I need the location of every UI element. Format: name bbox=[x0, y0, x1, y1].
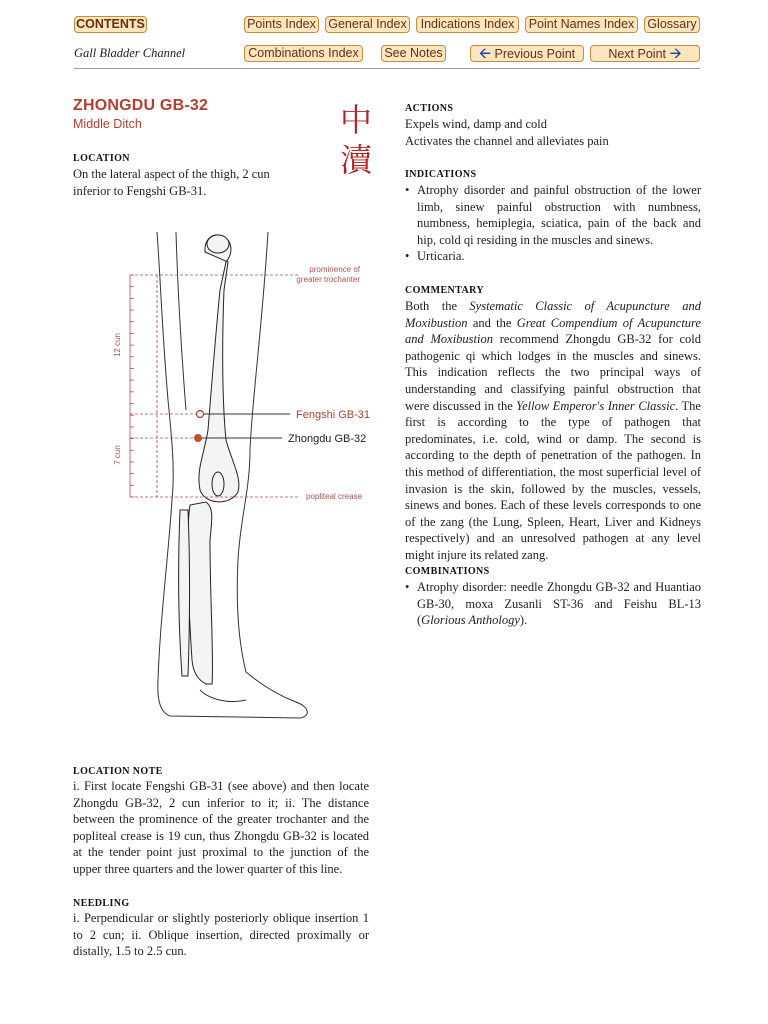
cun7-label: 7 cun bbox=[113, 445, 122, 465]
previous-point-label: Previous Point bbox=[494, 47, 576, 61]
location-text: On the lateral aspect of the thigh, 2 cun inferior to Fengshi GB-31. bbox=[73, 167, 270, 198]
indications-list bbox=[405, 182, 701, 265]
book-title: Yellow Emperor's Inner Classic bbox=[516, 398, 676, 413]
trochanter-label-1: prominence of bbox=[309, 265, 360, 274]
next-point-button[interactable] bbox=[590, 45, 700, 62]
popliteal-label: popliteal crease bbox=[306, 492, 363, 501]
point-title: ZHONGDU GB-32 bbox=[73, 97, 209, 114]
point-subtitle: Middle Ditch bbox=[73, 117, 142, 131]
combination-item: • Atrophy disorder: needle Zhongdu GB-32 and Huantiao GB-30, moxa Zusanli ST-36 and Feishu BL-13 (Glorious Anthology). bbox=[405, 579, 701, 629]
general-index-button[interactable]: General Index bbox=[325, 16, 410, 33]
trochanter-label-2: greater trochanter bbox=[296, 275, 360, 284]
book-title: Systematic Classic of Acupuncture and Moxibustion bbox=[405, 299, 701, 330]
previous-point-button[interactable] bbox=[470, 45, 584, 62]
ankle-contour bbox=[200, 690, 246, 702]
fibula bbox=[179, 510, 190, 676]
needling-text: i. Perpendicular or slightly posteriorly oblique insertion 1 to 2 cun; ii. Oblique insertion, directed proximally or distally, 1.5 to 2.5 cun. bbox=[73, 911, 369, 959]
action-item: Expels wind, damp and cold bbox=[405, 117, 547, 131]
source-title: Glorious Anthology bbox=[421, 613, 520, 628]
location-note-heading: LOCATION NOTE bbox=[73, 766, 163, 777]
commentary-text: Both the Systematic Classic of Acupuncture and Moxibustion and the Great Compendium of Acupuncture and Moxibustion recommend Zhongdu GB-32 for cold pathogenic qi which lodges in the muscles and sinews. This indication reflects the two principal ways of understanding and classifying painful obstruction that were discussed in the Yellow Emperor's Inner Classic. The first is according to the type of pathogen that predominates, i.e. cold, wind or damp. The second is according to the depth of penetration of the pathogen. In this method of differentiation, the most superficial level of invasion is the skin, followed by the muscles, vessels, sinews and bones. Each of these levels corresponds to one of the zang (the Lung, Spleen, Heart, Liver and Kidneys respectively) and an unresolved pathogen at any level might injure its related zang. bbox=[405, 299, 701, 562]
location-heading: LOCATION bbox=[73, 153, 130, 164]
combinations-list bbox=[405, 579, 701, 629]
combinations-heading: COMBINATIONS bbox=[405, 566, 490, 577]
indications-index-button[interactable]: Indications Index bbox=[416, 16, 519, 33]
chinese-char-1: 中 bbox=[339, 102, 372, 138]
tibia bbox=[188, 502, 213, 684]
arrow-left-icon: 🡨 bbox=[478, 45, 492, 62]
chinese-characters bbox=[338, 100, 374, 180]
actions-heading: ACTIONS bbox=[405, 103, 454, 114]
indication-item: • Urticaria. bbox=[405, 248, 701, 265]
indications-heading: INDICATIONS bbox=[405, 169, 477, 180]
see-notes-button[interactable]: See Notes bbox=[381, 45, 446, 62]
next-point-label: Next Point bbox=[608, 47, 666, 61]
fengshi-point bbox=[197, 411, 204, 418]
indication-item: • Atrophy disorder and painful obstruction of the lower limb, sinew painful obstruction with numbness, numbness, hemiplegia, sciatica, pain of the back and hip, cold qi residing in the muscles and sinews. bbox=[405, 182, 701, 248]
zhongdu-label: Zhongdu GB-32 bbox=[288, 433, 367, 445]
leg-illustration bbox=[100, 222, 380, 727]
glossary-button[interactable]: Glossary bbox=[644, 16, 700, 33]
needling-heading: NEEDLING bbox=[73, 898, 130, 909]
patella bbox=[212, 472, 224, 496]
fengshi-label: Fengshi GB-31 bbox=[296, 409, 370, 421]
points-index-button[interactable]: Points Index bbox=[244, 16, 319, 33]
action-item: Activates the channel and alleviates pain bbox=[405, 133, 609, 148]
chinese-char-2: 瀆 bbox=[339, 142, 372, 178]
contents-button[interactable]: CONTENTS bbox=[74, 16, 147, 33]
channel-name: Gall Bladder Channel bbox=[74, 46, 186, 60]
leg-outline-back bbox=[176, 232, 186, 410]
combinations-index-button[interactable]: Combinations Index bbox=[244, 45, 363, 62]
point-names-index-button[interactable]: Point Names Index bbox=[525, 16, 638, 33]
location-note-text: i. First locate Fengshi GB-31 (see above) and then locate Zhongdu GB-32, 2 cun inferior to it; ii. The distance between the prominence of the greater trochanter and the popliteal crease is 19 cun, thus Zhongdu GB-32 is located at the tender point just proximal to the junction of the upper three quarters and the lower quarter of this line. bbox=[73, 779, 369, 876]
header-divider bbox=[74, 68, 700, 69]
zhongdu-point bbox=[194, 434, 202, 442]
actions-list bbox=[405, 116, 701, 149]
book-title: Great Compendium of Acupuncture and Moxibustion bbox=[405, 315, 701, 347]
femur-head bbox=[207, 235, 229, 253]
commentary-heading: COMMENTARY bbox=[405, 285, 485, 296]
arrow-right-icon: 🡪 bbox=[669, 45, 682, 62]
cun12-label: 12 cun bbox=[113, 332, 122, 358]
